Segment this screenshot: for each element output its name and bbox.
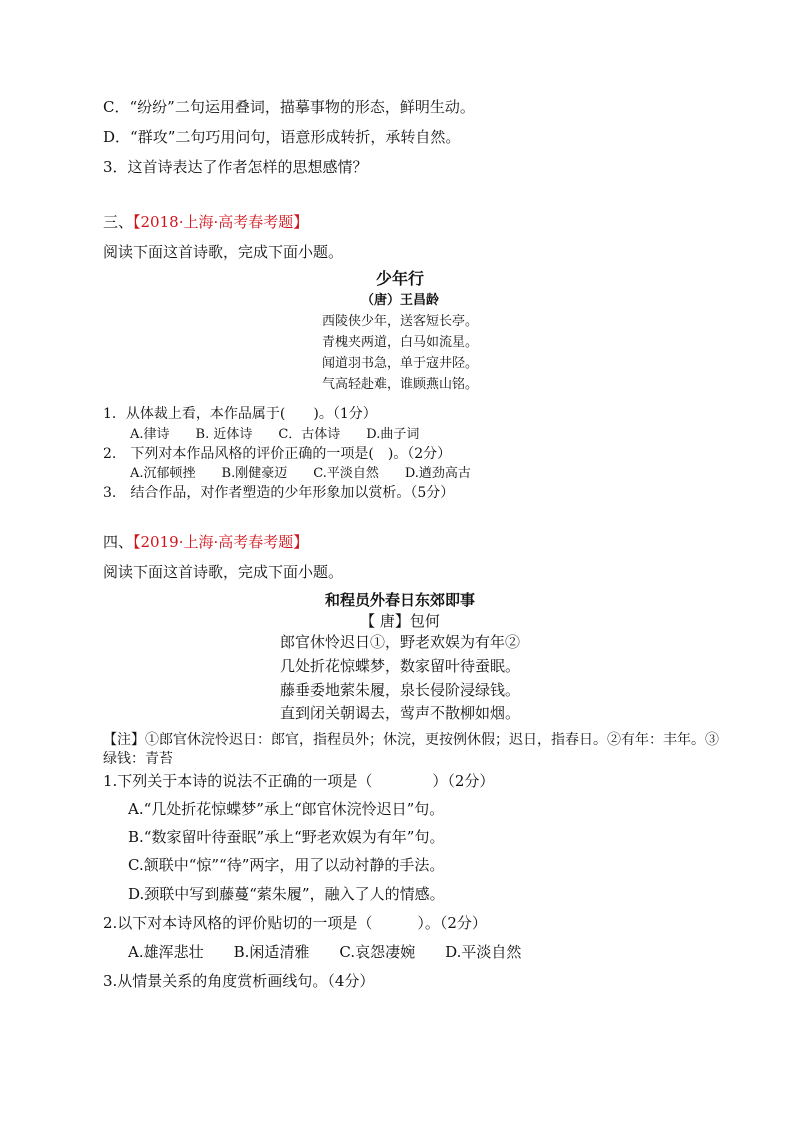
poem-line: 直到闭关朝谒去，莺声不散柳如烟。	[279, 704, 520, 722]
poem-line: 郎官休怜迟日①，野老欢娱为有年②	[279, 633, 520, 651]
section-4-question-1-option-b: B.“数家留叶待蚕眠”承上“野老欢娱为有年”句。	[128, 828, 445, 846]
poem-author-bao-he: 【 唐】包何	[360, 612, 440, 630]
option-d-text: D．“群攻”二句巧用问句，语意形成转折，承转自然。	[103, 128, 461, 146]
section-4-note-line-1: 【注】①郎官休浣怜迟日：郎官，指程员外；休浣，更按例休假；迟日，指春日。②有年：丰年。③	[103, 732, 719, 748]
section-3-instruction: 阅读下面这首诗歌，完成下面小题。	[103, 243, 344, 261]
poem-line: 闻道羽书急，单于寇井陉。	[321, 356, 478, 371]
section-4-question-2: 2.以下对本诗风格的评价贴切的一项是（ ）。（2分）	[103, 914, 487, 932]
section-4-heading	[103, 532, 308, 552]
question-3-text: 3．这首诗表达了作者怎样的思想感情？	[103, 158, 368, 176]
section-4-question-1-option-d: D.颈联中写到藤蔓“萦朱履”，融入了人的情感。	[128, 885, 445, 903]
poem-line: 青槐夹两道，白马如流星。	[321, 335, 478, 350]
section-4-question-3: 3.从情景关系的角度赏析画线句。（4分）	[103, 972, 375, 990]
section-3-question-3: 3. 结合作品，对作者塑造的少年形象加以赏析。（5分）	[103, 485, 455, 501]
poem-title-shaonianxing: 少年行	[375, 269, 424, 288]
poem-line: 西陵侠少年，送客短长亭。	[321, 314, 478, 329]
section-3-question-2: 2. 下列对本作品风格的评价正确的一项是( )。（2分）	[103, 446, 452, 462]
section-4-question-1: 1.下列关于本诗的说法不正确的一项是（ ）（2分）	[103, 772, 495, 790]
poem-title-he-cheng-yuanwai: 和程员外春日东郊即事	[324, 591, 475, 609]
option-c-text: C．“纷纷”二句运用叠词，描摹事物的形态，鲜明生动。	[103, 98, 475, 116]
section-3-source: 【2018·上海·高考春考题】	[133, 213, 309, 231]
poem-author-wang-changling: （唐）王昌龄	[360, 293, 439, 308]
poem-line: 藤垂委地萦朱履，泉长侵阶浸绿钱。	[279, 681, 520, 699]
section-4-question-1-option-c: C.颔联中“惊”“待”两字，用了以动衬静的手法。	[128, 856, 445, 874]
poem-line: 气高轻赴难，谁顾燕山铭。	[321, 377, 478, 392]
section-3-index: 三、	[103, 213, 134, 231]
poem-line: 几处折花惊蝶梦，数家留叶待蚕眠。	[279, 657, 520, 675]
section-3-question-2-options: A.沉郁顿挫 B.刚健豪迈 C.平淡自然 D.遒劲高古	[130, 466, 471, 481]
section-3-heading	[103, 212, 308, 232]
section-3-question-1-options: A.律诗 B. 近体诗 C．古体诗 D.曲子词	[130, 427, 420, 442]
section-4-index: 四、	[103, 533, 134, 551]
section-4-question-2-options: A.雄浑悲壮 B.闲适清雅 C.哀怨凄婉 D.平淡自然	[128, 943, 522, 961]
section-4-instruction: 阅读下面这首诗歌，完成下面小题。	[103, 563, 344, 581]
section-4-question-1-option-a: A.“几处折花惊蝶梦”承上“郎官休浣怜迟日”句。	[128, 800, 445, 818]
section-4-source: 【2019·上海·高考春考题】	[133, 533, 309, 551]
section-4-note-line-2: 绿钱：青苔	[103, 751, 173, 767]
section-3-question-1: 1．从体裁上看，本作品属于( )。（1分）	[103, 406, 377, 422]
